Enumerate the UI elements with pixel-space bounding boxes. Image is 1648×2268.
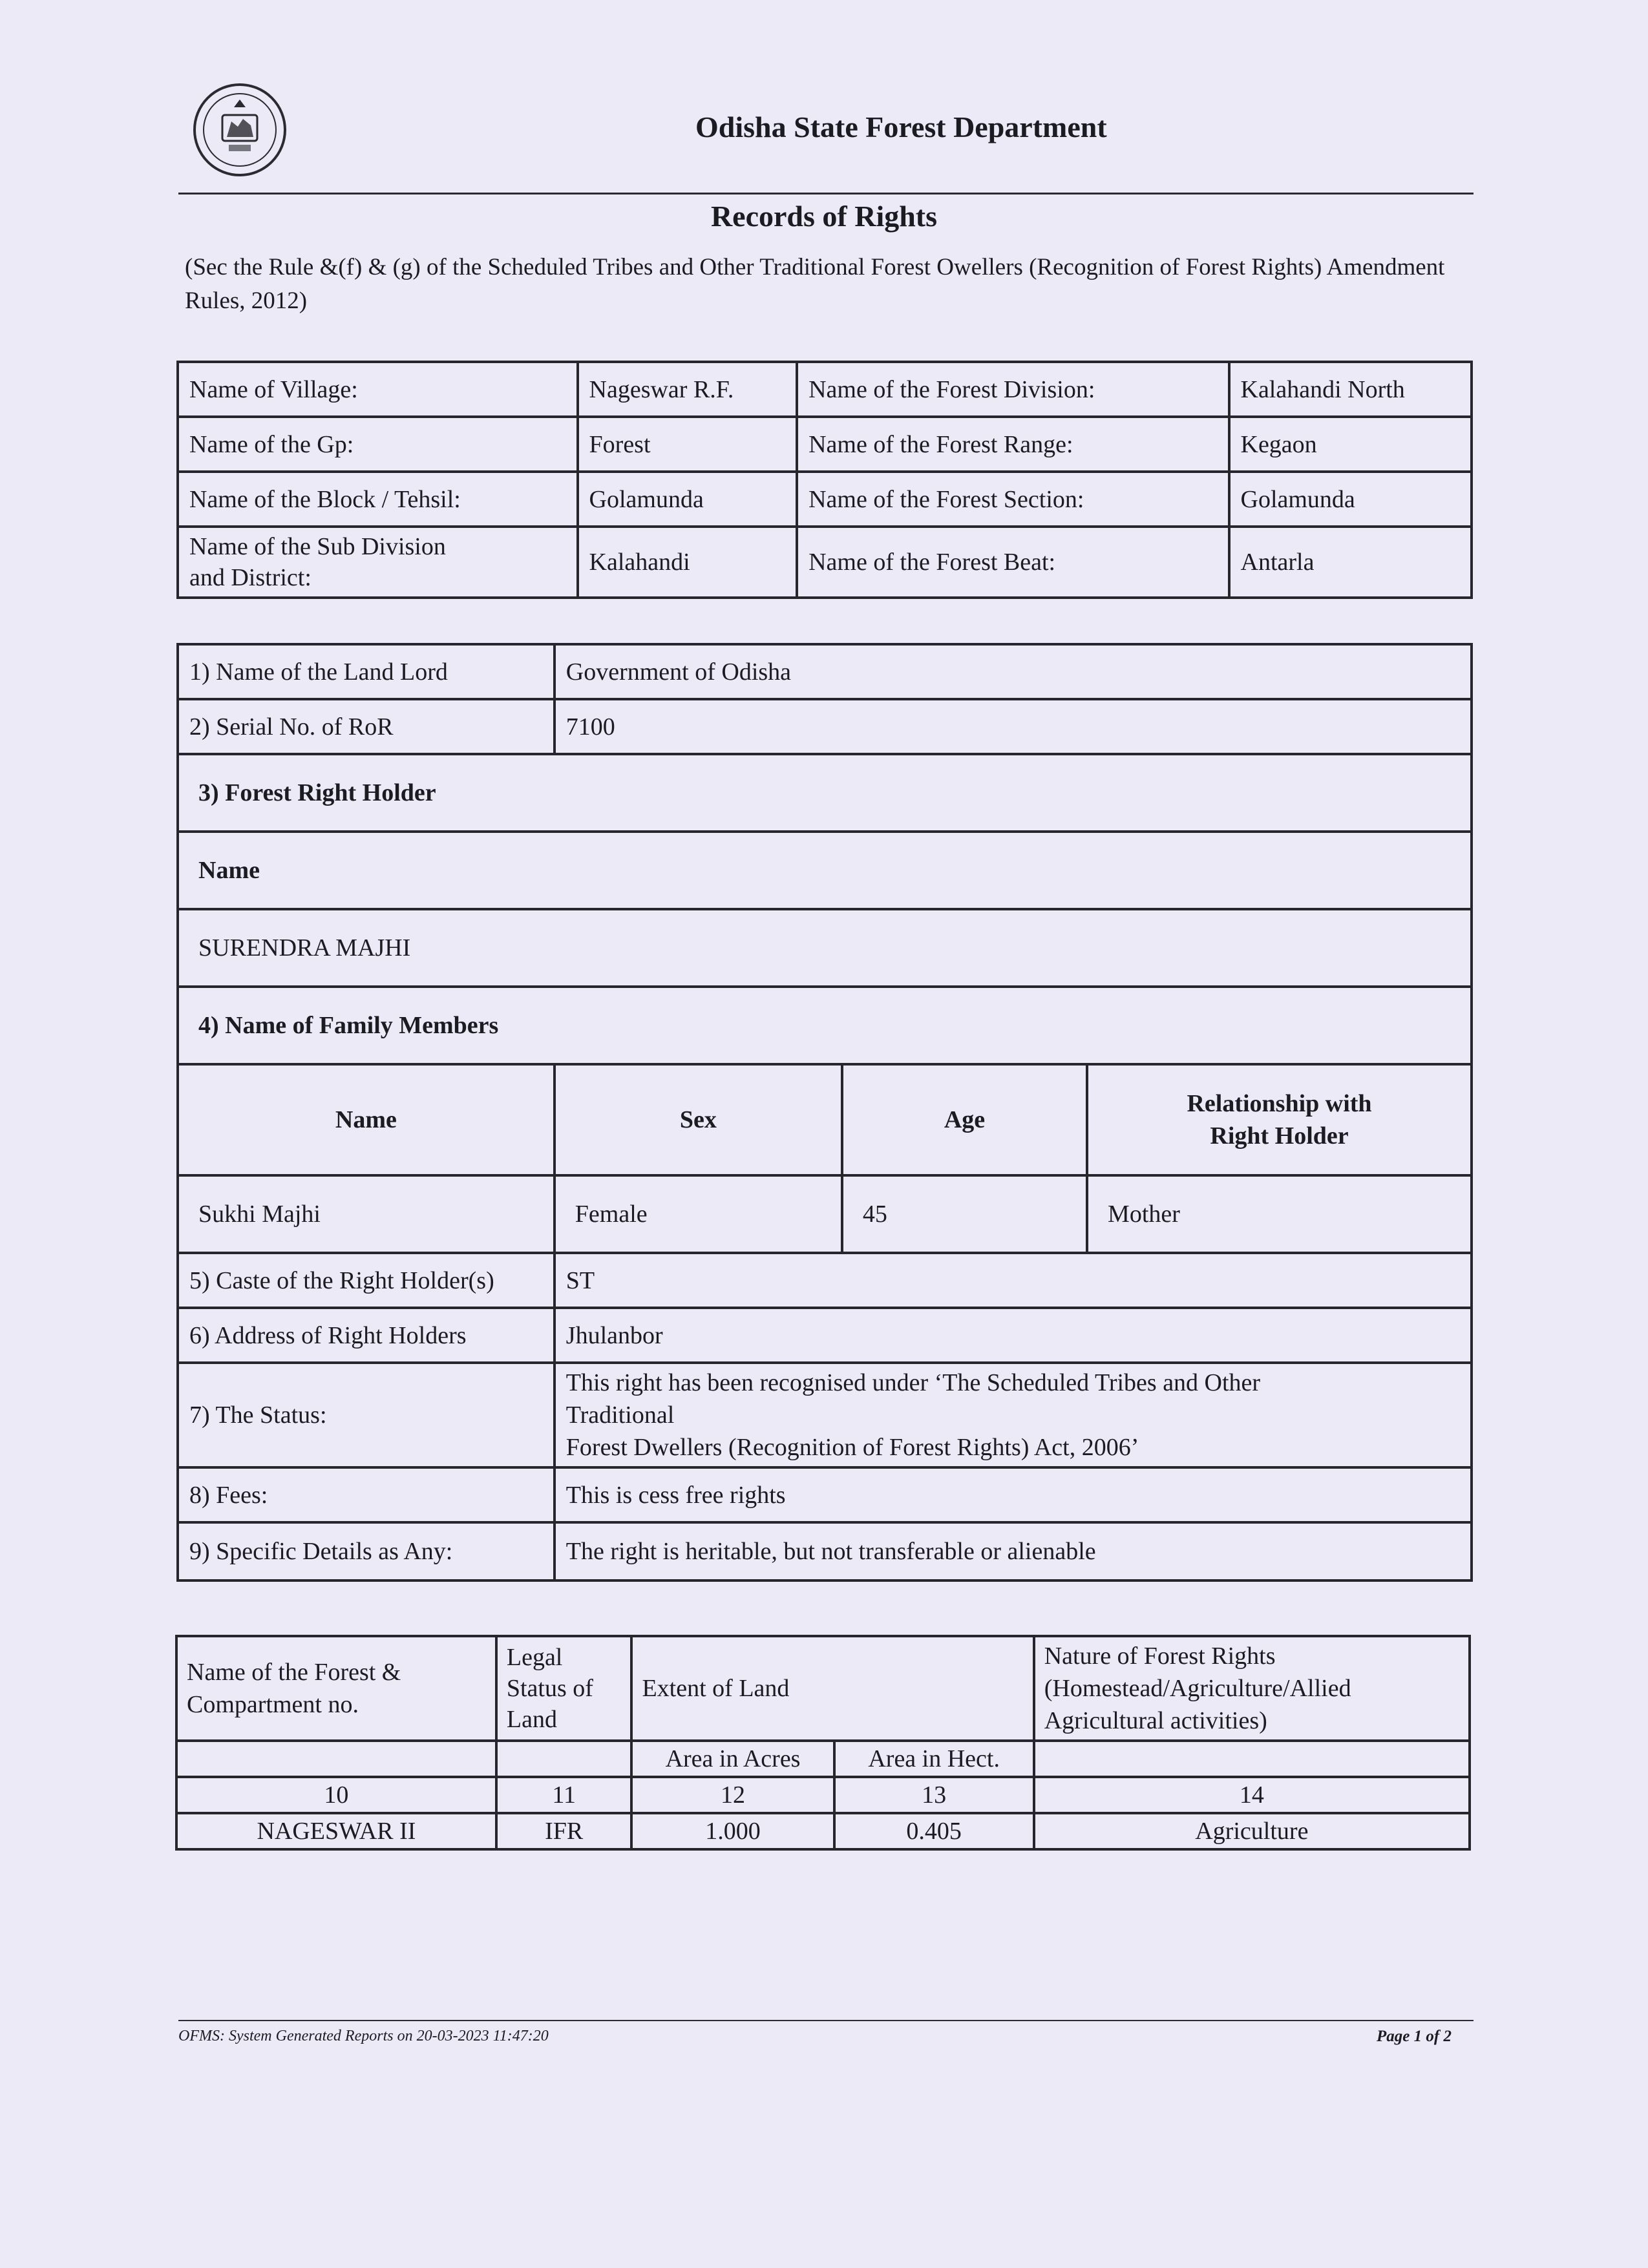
beat-label: Name of the Forest Beat: [797, 527, 1229, 598]
family-col-relationship-line-1: Relationship with [1187, 1090, 1372, 1117]
empty-cell [496, 1741, 632, 1777]
area-acres: 1.000 [631, 1813, 834, 1849]
department-title: Odisha State Forest Department [695, 110, 1107, 143]
family-heading: 4) Name of Family Members [178, 987, 1472, 1064]
table-row [178, 699, 1472, 754]
caste-value: ST [555, 1253, 1472, 1308]
land-subheader-row [176, 1741, 1470, 1777]
gp-value: Forest [578, 417, 798, 472]
footer-generated: OFMS: System Generated Reports on 20-03-2023 11:47:20 [178, 2028, 549, 2044]
rule-reference: (Sec the Rule &(f) & (g) of the Scheduled Tribes and Other Traditional Forest Owellers (Recognition of Forest Rights) Amendment Rules, 2012) [185, 254, 1445, 314]
serial-value: 7100 [555, 699, 1472, 754]
col-legal-line-1: Legal [506, 1644, 563, 1671]
table-row [178, 472, 1472, 527]
section-value: Golamunda [1229, 472, 1472, 527]
family-col-sex: Sex [555, 1064, 842, 1175]
range-value: Kegaon [1229, 417, 1472, 472]
col-number-10: 10 [176, 1777, 496, 1813]
holder-name: SURENDRA MAJHI [178, 909, 1472, 987]
col-extent-of-land: Extent of Land [631, 1636, 1033, 1741]
serial-label: 2) Serial No. of RoR [178, 699, 555, 754]
family-col-relationship-line-2: Right Holder [1210, 1122, 1349, 1150]
subdivision-label-line-2: and District: [189, 564, 312, 591]
block-label: Name of the Block / Tehsil: [178, 472, 578, 527]
col-number-14: 14 [1034, 1777, 1470, 1813]
col-forest-line-2: Compartment no. [187, 1691, 359, 1718]
footer-page-number: Page 1 of 2 [1377, 2028, 1452, 2045]
footer-divider [178, 2020, 1474, 2021]
family-col-relationship [1087, 1064, 1472, 1175]
col-nature-line-3: Agricultural activities) [1044, 1707, 1267, 1734]
name-heading: Name [178, 832, 1472, 909]
member-age: 45 [842, 1175, 1087, 1253]
table-row [176, 1813, 1470, 1849]
table-row [178, 754, 1472, 832]
details-value: The right is heritable, but not transferable or alienable [555, 1522, 1472, 1580]
holder-heading: 3) Forest Right Holder [178, 754, 1472, 832]
land-number-row [176, 1777, 1470, 1813]
member-relationship: Mother [1087, 1175, 1472, 1253]
col-forest-line-1: Name of the Forest & [187, 1659, 401, 1686]
status-value [555, 1363, 1472, 1467]
col-legal-line-3: Land [506, 1706, 557, 1733]
status-line-3: Forest Dwellers (Recognition of Forest Rights) Act, 2006’ [565, 1434, 1139, 1461]
col-nature-line-2: (Homestead/Agriculture/Allied [1044, 1675, 1351, 1702]
division-label: Name of the Forest Division: [797, 362, 1229, 417]
col-legal-line-2: Status of [506, 1675, 593, 1702]
table-row [178, 644, 1472, 699]
family-header-row [178, 1064, 1472, 1175]
landlord-label: 1) Name of the Land Lord [178, 644, 555, 699]
member-sex: Female [555, 1175, 842, 1253]
caste-label: 5) Caste of the Right Holder(s) [178, 1253, 555, 1308]
member-name: Sukhi Majhi [178, 1175, 555, 1253]
status-line-1: This right has been recognised under ‘The Scheduled Tribes and Other [565, 1369, 1261, 1396]
nature-of-rights: Agriculture [1034, 1813, 1470, 1849]
family-col-name: Name [178, 1064, 555, 1175]
subdivision-label-line-1: Name of the Sub Division [189, 533, 446, 560]
subdivision-label [178, 527, 578, 598]
col-area-acres: Area in Acres [631, 1741, 834, 1777]
block-value: Golamunda [578, 472, 798, 527]
beat-value: Antarla [1229, 527, 1472, 598]
address-label: 6) Address of Right Holders [178, 1308, 555, 1363]
land-table [175, 1635, 1471, 1851]
table-row [178, 1253, 1472, 1308]
table-row [178, 909, 1472, 987]
table-row [178, 1467, 1472, 1522]
fees-value: This is cess free rights [555, 1467, 1472, 1522]
col-legal-status [496, 1636, 632, 1741]
family-col-age: Age [842, 1064, 1087, 1175]
record-table [176, 643, 1473, 1582]
table-row [178, 1175, 1472, 1253]
col-forest-compartment [176, 1636, 496, 1741]
col-nature-line-1: Nature of Forest Rights [1044, 1643, 1276, 1670]
col-number-13: 13 [834, 1777, 1034, 1813]
col-number-11: 11 [496, 1777, 632, 1813]
address-value: Jhulanbor [555, 1308, 1472, 1363]
table-row [178, 417, 1472, 472]
table-row [178, 362, 1472, 417]
status-label: 7) The Status: [178, 1363, 555, 1467]
col-number-12: 12 [631, 1777, 834, 1813]
legal-status: IFR [496, 1813, 632, 1849]
table-row [178, 987, 1472, 1064]
section-label: Name of the Forest Section: [797, 472, 1229, 527]
village-value: Nageswar R.F. [578, 362, 798, 417]
range-label: Name of the Forest Range: [797, 417, 1229, 472]
fees-label: 8) Fees: [178, 1467, 555, 1522]
header-divider [178, 193, 1474, 194]
col-nature-of-rights [1034, 1636, 1470, 1741]
status-line-2: Traditional [565, 1402, 675, 1429]
table-row [178, 832, 1472, 909]
odisha-emblem-icon [191, 81, 288, 178]
empty-cell [1034, 1741, 1470, 1777]
location-table [176, 361, 1473, 599]
table-row [178, 1308, 1472, 1363]
details-label: 9) Specific Details as Any: [178, 1522, 555, 1580]
col-area-hect: Area in Hect. [834, 1741, 1034, 1777]
table-row [178, 1363, 1472, 1467]
gp-label: Name of the Gp: [178, 417, 578, 472]
landlord-value: Government of Odisha [555, 644, 1472, 699]
table-row [178, 1522, 1472, 1580]
table-row [178, 527, 1472, 598]
area-hect: 0.405 [834, 1813, 1034, 1849]
forest-name: NAGESWAR II [176, 1813, 496, 1849]
subdivision-value: Kalahandi [578, 527, 798, 598]
empty-cell [176, 1741, 496, 1777]
village-label: Name of Village: [178, 362, 578, 417]
land-header-row [176, 1636, 1470, 1741]
document-title: Records of Rights [710, 200, 938, 233]
division-value: Kalahandi North [1229, 362, 1472, 417]
